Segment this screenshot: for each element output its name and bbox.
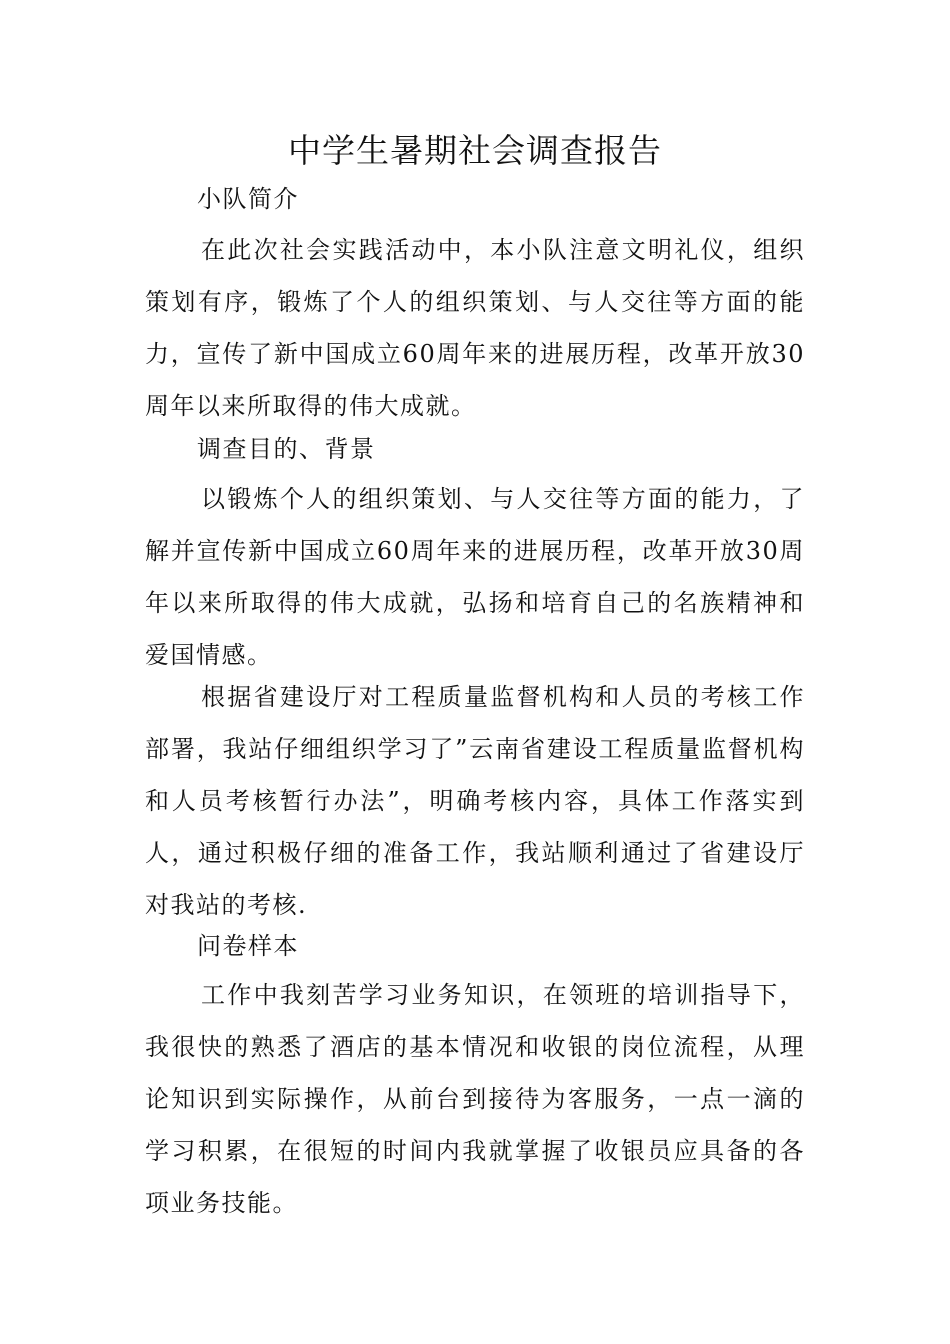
paragraph-team-intro: 在此次社会实践活动中，本小队注意文明礼仪，组织策划有序，锻炼了个人的组织策划、与人交往等方面的能力，宣传了新中国成立60周年来的进展历程，改革开放30周年以来所取得的伟大成就。 [145, 236, 805, 420]
paragraph-purpose: 以锻炼个人的组织策划、与人交往等方面的能力，了解并宣传新中国成立60周年来的进展历程，改革开放30周年以来所取得的伟大成就，弘扬和培育自己的名族精神和爱国情感。 [145, 485, 805, 669]
paragraph-assessment: 根据省建设厅对工程质量监督机构和人员的考核工作部署，我站仔细组织学习了”云南省建设工程质量监督机构和人员考核暂行办法”，明确考核内容，具体工作落实到人，通过积极仔细的准备工作，我站顺利通过了省建设厅对我站的考核. [145, 683, 805, 919]
document-title: 中学生暑期社会调查报告 [288, 131, 662, 170]
section-heading-questionnaire-sample: 问卷样本 [197, 932, 299, 960]
section-heading-team-intro: 小队简介 [197, 185, 299, 213]
section-heading-purpose-background: 调查目的、背景 [197, 435, 376, 463]
paragraph-work-experience: 工作中我刻苦学习业务知识，在领班的培训指导下，我很快的熟悉了酒店的基本情况和收银的岗位流程，从理论知识到实际操作，从前台到接待为客服务，一点一滴的学习积累，在很短的时间内我就掌握了收银员应具备的各项业务技能。 [145, 981, 805, 1217]
